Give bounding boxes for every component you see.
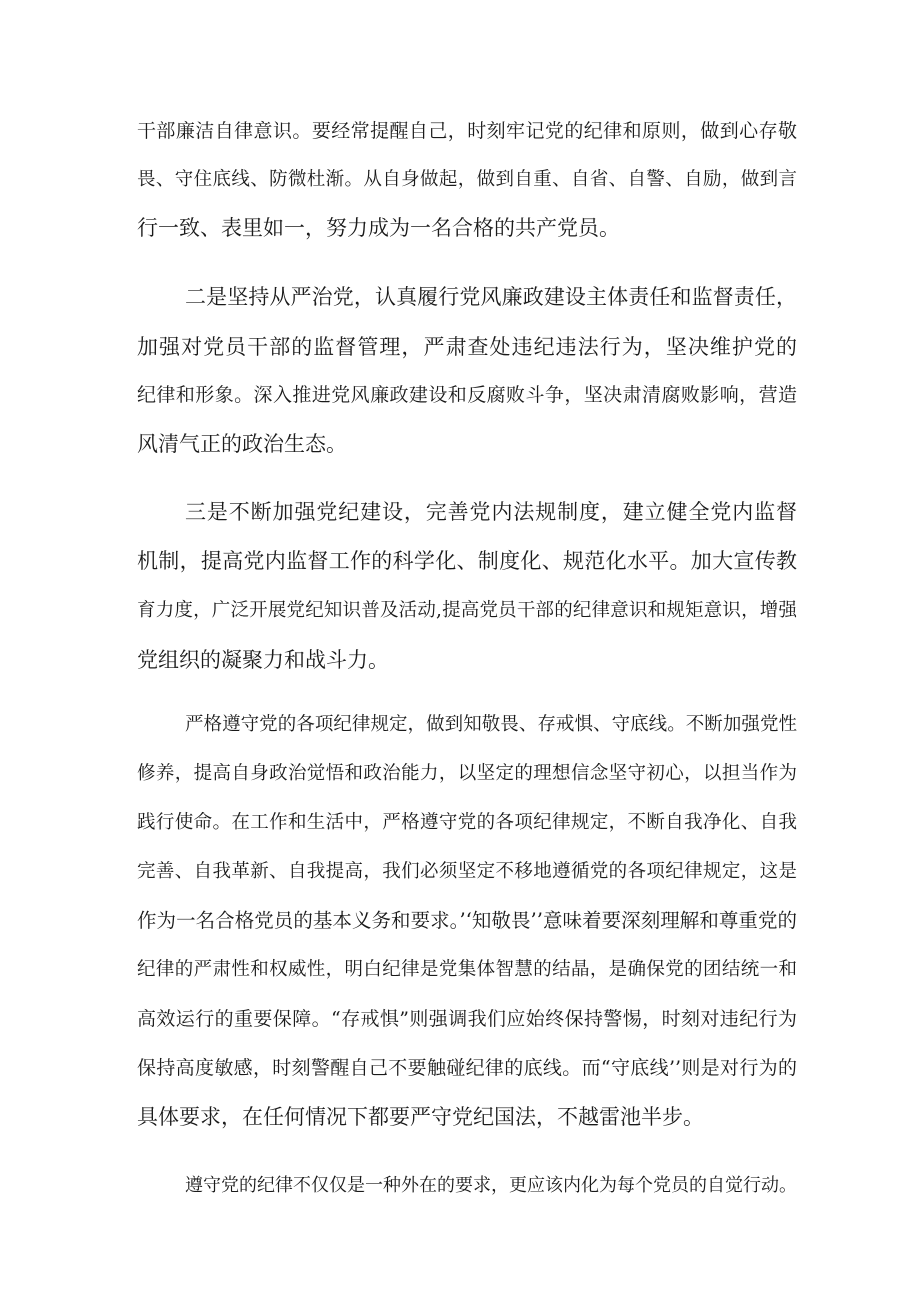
text-line: 机制，提高党内监督工作的科学化、制度化、规范化水平。加大宣传教 — [137, 549, 797, 573]
text-line: 践行使命。在工作和生活中，严格遵守党的各项纪律规定，不断自我净化、自我 — [137, 812, 797, 833]
text-line: 育力度，广泛开展党纪知识普及活动,提高党员干部的纪律意识和规矩意识，增强 — [137, 600, 797, 621]
text-line: 二是坚持从严治党，认真履行党风廉政建设主体责任和监督责任， — [185, 285, 797, 309]
text-line: 畏、守住底线、防微杜渐。从自身做起，做到自重、自省、自警、自励，做到言 — [137, 169, 797, 190]
text-line: 干部廉洁自律意识。要经常提醒自己，时刻牢记党的纪律和原则，做到心存敬 — [137, 120, 797, 142]
text-line: 高效运行的重要保障。“存戒惧”则强调我们应始终保持警惕，时刻对违纪行为 — [137, 1008, 797, 1030]
text-line: 风清气正的政治生态。 — [137, 432, 347, 456]
text-line: 加强对党员干部的监督管理，严肃查处违纪违法行为，坚决维护党的 — [137, 335, 797, 359]
text-line: 作为一名合格党员的基本义务和要求。’‘知敬畏’’意味着要深刻理解和尊重党的 — [137, 909, 797, 932]
text-line: 具体要求，在任何情况下都要严守党纪国法，不越雷池半步。 — [137, 1105, 704, 1129]
text-line: 保持高度敏感，时刻警醒自己不要触碰纪律的底线。而“守底线’’则是对行为的 — [137, 1057, 797, 1079]
text-line: 党组织的凝聚力和战斗力。 — [137, 648, 389, 672]
text-line: 严格遵守党的各项纪律规定，做到知敬畏、存戒惧、守底线。不断加强党性 — [185, 714, 797, 735]
text-line: 遵守党的纪律不仅仅是一种外在的要求，更应该内化为每个党员的自觉行动。 — [185, 1175, 797, 1196]
text-line: 纪律的严肃性和权威性，明白纪律是党集体智慧的结晶，是确保党的团结统一和 — [137, 959, 797, 980]
text-line: 完善、自我革新、自我提高，我们必须坚定不移地遵循党的各项纪律规定，这是 — [137, 861, 797, 882]
text-line: 三是不断加强党纪建设，完善党内法规制度，建立健全党内监督 — [185, 500, 797, 524]
text-line: 修养，提高自身政治觉悟和政治能力，以坚定的理想信念坚守初心，以担当作为 — [137, 763, 797, 784]
text-line: 纪律和形象。深入推进党风廉政建设和反腐败斗争，坚决肃清腐败影响，营造 — [137, 384, 797, 406]
text-line: 行一致、表里如一，努力成为一名合格的共产党员。 — [137, 216, 620, 240]
